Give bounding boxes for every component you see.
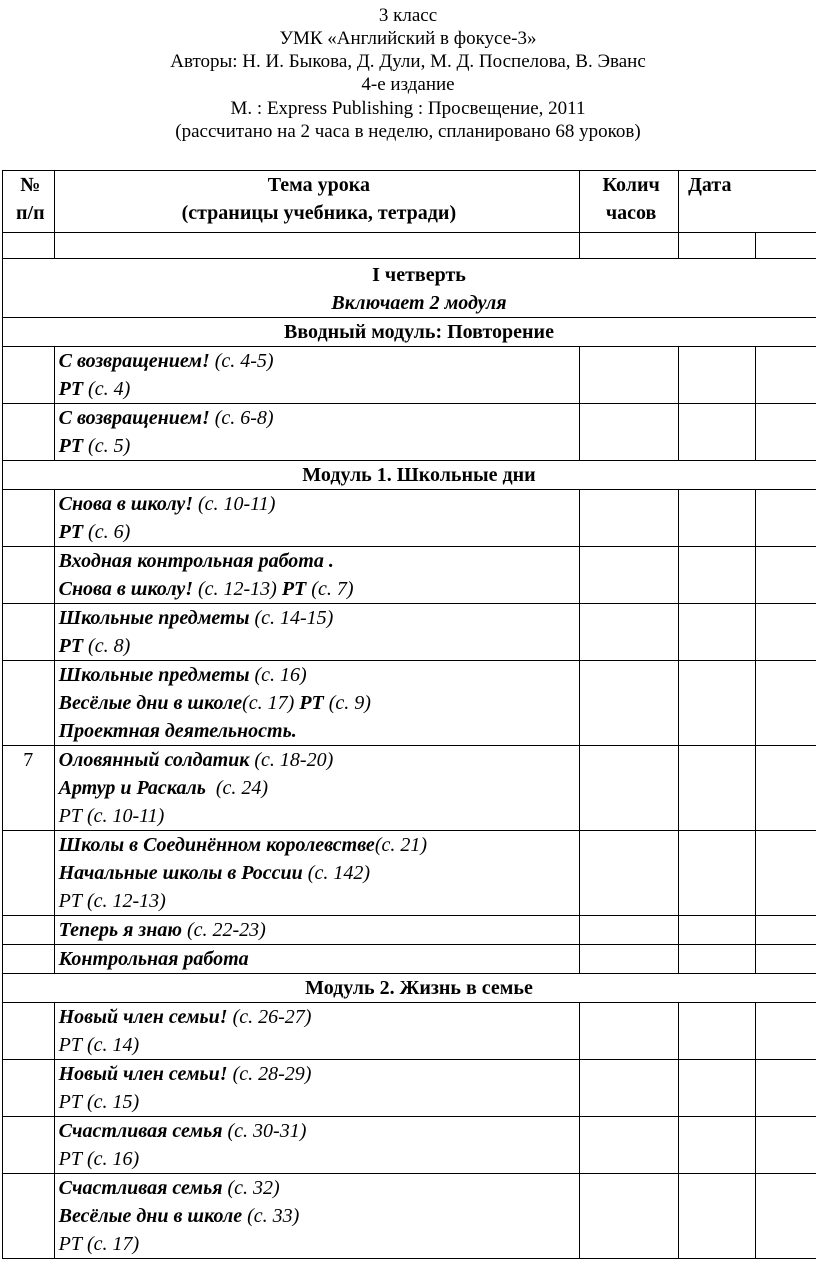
topic-line bbox=[59, 1031, 579, 1059]
module-row bbox=[3, 461, 816, 490]
page-ref: (с. 18-20) bbox=[249, 749, 334, 771]
page-ref: (с. 5) bbox=[83, 435, 131, 457]
topic-line bbox=[59, 1174, 579, 1202]
topic-line bbox=[59, 774, 579, 802]
date-cell bbox=[679, 746, 755, 831]
page-ref: (с. 32) bbox=[222, 1177, 280, 1199]
date-cell bbox=[755, 945, 816, 974]
lesson-row bbox=[3, 547, 816, 604]
hours-cell bbox=[580, 916, 679, 945]
topic-title: Школьные предметы bbox=[58, 664, 250, 686]
hours-cell bbox=[580, 1117, 679, 1174]
date-cell bbox=[679, 1174, 755, 1259]
module-row bbox=[3, 974, 816, 1003]
topic-title: РТ bbox=[58, 435, 84, 457]
page-ref: (с. 28-29) bbox=[227, 1063, 312, 1085]
lesson-topic bbox=[54, 916, 579, 945]
lesson-number: 7 bbox=[3, 746, 55, 831]
date-cell bbox=[755, 661, 816, 746]
page-ref: (с. 16) bbox=[249, 664, 307, 686]
date-cell bbox=[679, 547, 755, 604]
hours-cell bbox=[580, 1060, 679, 1117]
hours-note: (рассчитано на 2 часа в неделю, спланировано 68 уроков) bbox=[175, 121, 641, 142]
lesson-row bbox=[3, 347, 816, 404]
topic-title: Контрольная работа bbox=[58, 948, 249, 970]
lesson-row bbox=[3, 746, 816, 831]
topic-line bbox=[59, 518, 579, 546]
topic-line bbox=[59, 1145, 579, 1173]
lesson-topic bbox=[54, 945, 579, 974]
topic-title: Теперь я знаю bbox=[58, 919, 182, 941]
page-ref: (с. 142) bbox=[302, 862, 370, 884]
page-ref: (с. 7) bbox=[306, 578, 354, 600]
topic-line bbox=[59, 717, 579, 745]
page-ref: (с. 6) bbox=[83, 521, 131, 543]
col-number-header: № п/п bbox=[3, 171, 55, 233]
page-ref: (с. 10-11) bbox=[192, 493, 276, 515]
date-cell bbox=[755, 1003, 816, 1060]
lesson-number bbox=[3, 1060, 55, 1117]
lesson-number bbox=[3, 347, 55, 404]
lesson-topic bbox=[54, 661, 579, 746]
lesson-row bbox=[3, 490, 816, 547]
topic-line bbox=[59, 746, 579, 774]
date-cell bbox=[755, 916, 816, 945]
lesson-number bbox=[3, 604, 55, 661]
date-cell bbox=[679, 604, 755, 661]
topic-title: Школы в Соединённом королевстве bbox=[58, 834, 375, 856]
lesson-row bbox=[3, 945, 816, 974]
page-ref: (с. 4-5) bbox=[209, 350, 274, 372]
lesson-topic bbox=[54, 404, 579, 461]
topic-title: Счастливая семья bbox=[58, 1177, 223, 1199]
topic-line bbox=[59, 916, 579, 944]
page-ref: (с. 12-13) bbox=[192, 578, 282, 600]
topic-line bbox=[59, 404, 579, 432]
lesson-topic bbox=[54, 1060, 579, 1117]
topic-line bbox=[59, 1230, 579, 1258]
lesson-number bbox=[3, 404, 55, 461]
lesson-number bbox=[3, 1003, 55, 1060]
topic-line bbox=[59, 1117, 579, 1145]
hours-cell bbox=[580, 490, 679, 547]
hours-cell bbox=[580, 831, 679, 916]
topic-line bbox=[59, 347, 579, 375]
topic-line bbox=[59, 632, 579, 660]
lesson-row bbox=[3, 1174, 816, 1259]
topic-title: Проектная деятельность. bbox=[58, 720, 297, 742]
date-cell bbox=[755, 1174, 816, 1259]
hours-cell bbox=[580, 604, 679, 661]
edition-line: 4-е издание bbox=[361, 74, 455, 95]
date-cell bbox=[755, 490, 816, 547]
date-cell bbox=[679, 945, 755, 974]
topic-line bbox=[59, 859, 579, 887]
lesson-topic bbox=[54, 1117, 579, 1174]
lesson-number bbox=[3, 916, 55, 945]
date-cell bbox=[755, 831, 816, 916]
col-date-header: Дата bbox=[679, 171, 816, 233]
lesson-number bbox=[3, 831, 55, 916]
topic-line bbox=[59, 689, 579, 717]
topic-title: Снова в школу! bbox=[58, 493, 193, 515]
module-row bbox=[3, 318, 816, 347]
date-cell bbox=[679, 1003, 755, 1060]
page-ref: (с. 8) bbox=[83, 635, 131, 657]
page-ref: (с. 17) bbox=[242, 692, 300, 714]
page-ref: (с. 4) bbox=[83, 378, 131, 400]
lesson-number bbox=[3, 945, 55, 974]
lesson-row bbox=[3, 831, 816, 916]
umk-title: УМК «Английский в фокусе-3» bbox=[279, 28, 537, 49]
topic-line bbox=[59, 547, 579, 575]
hours-cell bbox=[580, 404, 679, 461]
publisher-line: М. : Express Publishing : Просвещение, 2011 bbox=[230, 98, 586, 119]
page-ref: РТ (с. 12-13) bbox=[58, 890, 166, 912]
date-cell bbox=[755, 547, 816, 604]
topic-line bbox=[59, 1088, 579, 1116]
topic-title: РТ bbox=[58, 378, 84, 400]
page-ref: (с. 33) bbox=[242, 1205, 300, 1227]
topic-line bbox=[59, 375, 579, 403]
topic-title: РТ bbox=[58, 635, 84, 657]
quarter-title: I четверть bbox=[372, 264, 466, 286]
date-cell bbox=[755, 604, 816, 661]
lesson-topic bbox=[54, 490, 579, 547]
lesson-row bbox=[3, 404, 816, 461]
topic-title: Весёлые дни в школе bbox=[58, 692, 243, 714]
lesson-row bbox=[3, 1060, 816, 1117]
topic-title: Новый член семьи! bbox=[58, 1006, 228, 1028]
page-ref: (с. 30-31) bbox=[222, 1120, 307, 1142]
page-ref: (с. 6-8) bbox=[209, 407, 274, 429]
topic-title: Новый член семьи! bbox=[58, 1063, 228, 1085]
page-ref: РТ (с. 14) bbox=[58, 1034, 140, 1056]
date-cell bbox=[755, 1060, 816, 1117]
topic-line bbox=[59, 802, 579, 830]
date-cell bbox=[679, 1060, 755, 1117]
lesson-topic bbox=[54, 547, 579, 604]
date-cell bbox=[679, 661, 755, 746]
lesson-number bbox=[3, 1117, 55, 1174]
lesson-number bbox=[3, 1174, 55, 1259]
module-title: Модуль 2. Жизнь в семье bbox=[3, 974, 816, 1003]
lesson-row bbox=[3, 1117, 816, 1174]
col-topic-header: Тема урока (страницы учебника, тетради) bbox=[54, 171, 579, 233]
lesson-topic bbox=[54, 1174, 579, 1259]
topic-line bbox=[59, 1060, 579, 1088]
lesson-topic bbox=[54, 746, 579, 831]
lesson-row bbox=[3, 661, 816, 746]
quarter-row bbox=[3, 259, 816, 318]
date-cell bbox=[679, 831, 755, 916]
lesson-row bbox=[3, 604, 816, 661]
hours-cell bbox=[580, 1003, 679, 1060]
topic-title: Снова в школу! bbox=[58, 578, 193, 600]
date-cell bbox=[755, 347, 816, 404]
topic-title: Весёлые дни в школе bbox=[58, 1205, 243, 1227]
date-cell bbox=[679, 1117, 755, 1174]
topic-title: С возвращением! bbox=[58, 350, 210, 372]
lesson-number bbox=[3, 490, 55, 547]
topic-line bbox=[59, 1003, 579, 1031]
topic-title: РТ bbox=[281, 578, 307, 600]
hours-cell bbox=[580, 347, 679, 404]
authors-line: Авторы: Н. И. Быкова, Д. Дули, М. Д. Поспелова, В. Эванс bbox=[170, 51, 646, 72]
page-ref: (с. 14-15) bbox=[249, 607, 334, 629]
lesson-row bbox=[3, 1003, 816, 1060]
topic-title: Входная контрольная работа . bbox=[58, 550, 334, 572]
hours-cell bbox=[580, 1174, 679, 1259]
topic-line bbox=[59, 490, 579, 518]
lesson-row bbox=[3, 916, 816, 945]
lesson-plan-table bbox=[2, 170, 816, 1259]
topic-line bbox=[59, 1202, 579, 1230]
hours-cell bbox=[580, 661, 679, 746]
topic-title: РТ bbox=[58, 521, 84, 543]
topic-title: Школьные предметы bbox=[58, 607, 250, 629]
topic-line bbox=[59, 831, 579, 859]
lesson-topic bbox=[54, 831, 579, 916]
hours-cell bbox=[580, 746, 679, 831]
topic-title: Начальные школы в России bbox=[58, 862, 303, 884]
topic-title: Счастливая семья bbox=[58, 1120, 223, 1142]
lesson-number bbox=[3, 661, 55, 746]
topic-title: Артур и Раскаль bbox=[58, 777, 206, 799]
topic-title: Оловянный солдатик bbox=[58, 749, 250, 771]
topic-line bbox=[59, 661, 579, 689]
date-cell bbox=[679, 916, 755, 945]
lesson-topic bbox=[54, 347, 579, 404]
col-hours-header: Колич часов bbox=[580, 171, 679, 233]
topic-title: С возвращением! bbox=[58, 407, 210, 429]
date-cell bbox=[755, 746, 816, 831]
topic-line bbox=[59, 604, 579, 632]
page-ref: (с. 26-27) bbox=[227, 1006, 312, 1028]
date-cell bbox=[755, 1117, 816, 1174]
date-cell bbox=[755, 404, 816, 461]
topic-line bbox=[59, 575, 579, 603]
page-ref: (с. 24) bbox=[205, 777, 269, 799]
topic-line bbox=[59, 887, 579, 915]
topic-title: РТ bbox=[299, 692, 324, 714]
date-cell bbox=[679, 490, 755, 547]
topic-line bbox=[59, 945, 579, 973]
hours-cell bbox=[580, 547, 679, 604]
date-cell bbox=[679, 404, 755, 461]
module-title: Вводный модуль: Повторение bbox=[3, 318, 816, 347]
topic-line bbox=[59, 432, 579, 460]
lesson-number bbox=[3, 547, 55, 604]
page-ref: РТ (с. 10-11) bbox=[58, 805, 165, 827]
quarter-subtitle: Включает 2 модуля bbox=[331, 292, 507, 314]
page-ref: (с. 21) bbox=[374, 834, 428, 856]
page-ref: (с. 22-23) bbox=[181, 919, 266, 941]
lesson-topic bbox=[54, 1003, 579, 1060]
lesson-topic bbox=[54, 604, 579, 661]
page-ref: (с. 9) bbox=[323, 692, 371, 714]
module-title: Модуль 1. Школьные дни bbox=[3, 461, 816, 490]
date-cell bbox=[679, 347, 755, 404]
blank-row bbox=[3, 233, 816, 259]
page-ref: РТ (с. 15) bbox=[58, 1091, 140, 1113]
grade-label: 3 класс bbox=[378, 5, 438, 26]
table-header-row bbox=[3, 171, 816, 233]
page-ref: РТ (с. 16) bbox=[58, 1148, 140, 1170]
page-ref: РТ (с. 17) bbox=[58, 1233, 140, 1255]
hours-cell bbox=[580, 945, 679, 974]
